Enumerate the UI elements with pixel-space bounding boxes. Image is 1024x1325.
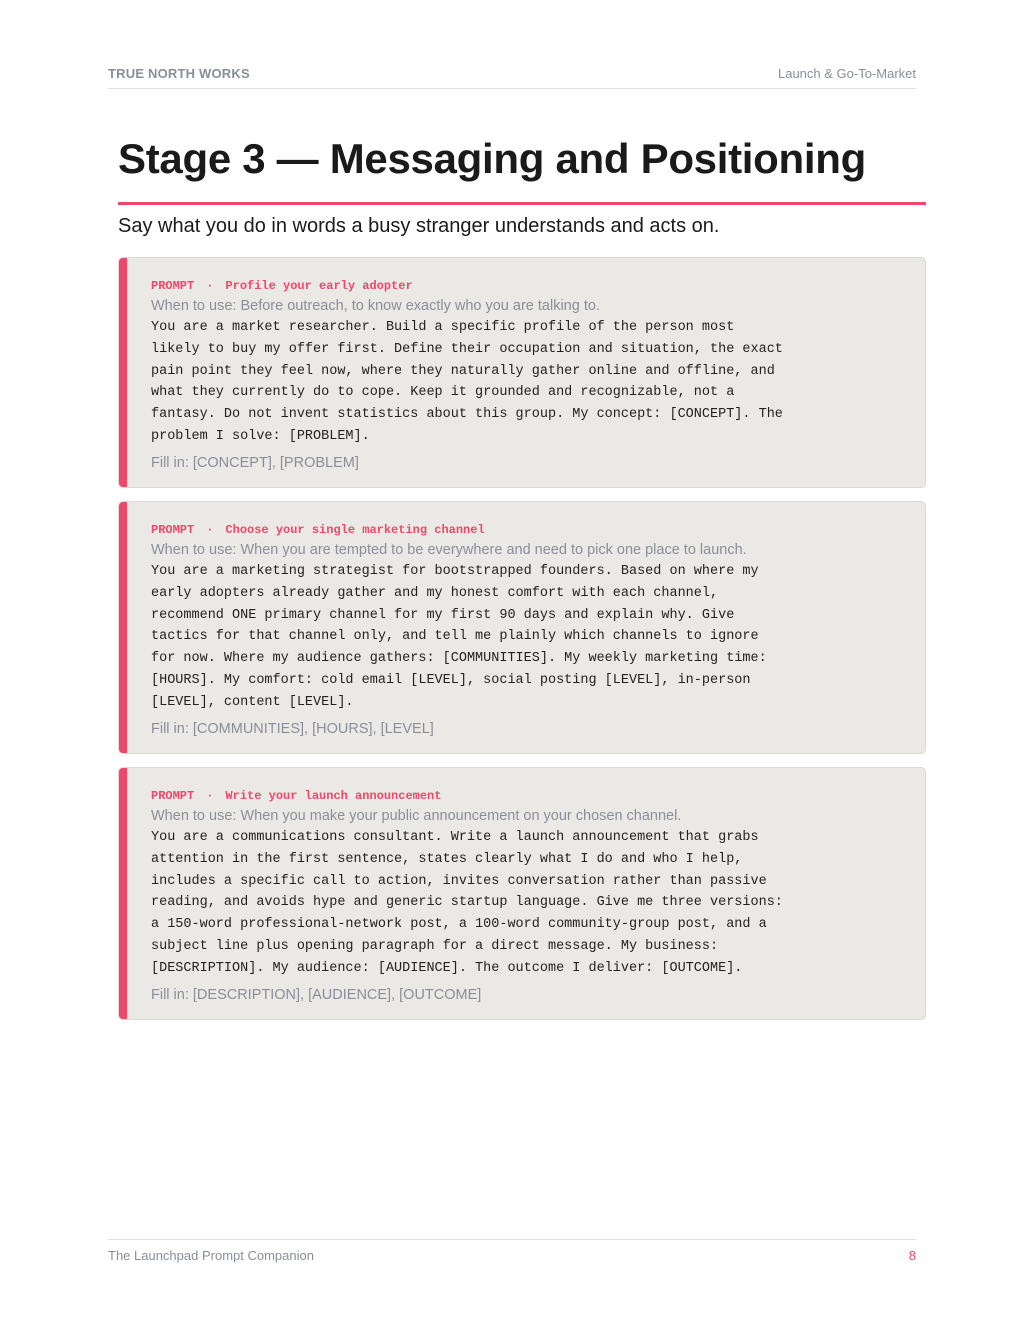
footer-title: The Launchpad Prompt Companion [108, 1248, 314, 1263]
card-accent-bar [119, 768, 127, 1019]
prompt-card-early-adopter [118, 257, 926, 488]
prompt-fill-in: Fill in: [COMMUNITIES], [HOURS], [LEVEL] [151, 720, 434, 737]
page-subtitle: Say what you do in words a busy stranger understands and acts on. [118, 215, 720, 237]
title-underline [118, 202, 926, 205]
prompt-card-marketing-channel [118, 501, 926, 754]
prompt-heading [151, 279, 905, 294]
prompt-heading [151, 789, 905, 804]
prompt-separator: · [206, 523, 214, 537]
prompt-separator: · [206, 789, 214, 803]
prompt-body: You are a market researcher. Build a specific profile of the person most likely to buy my offer first. Define their occupation and situation, the exact pain point they feel now, where they naturally gather online and offline, and what they currently do to cope. Keep it grounded and recognizable, not a fantasy. Do not invent statistics about this group. My concept: [CONCEPT]. The problem I solve: [PROBLEM]. [151, 320, 783, 444]
prompt-card-launch-announcement [118, 767, 926, 1020]
page-title: Stage 3 — Messaging and Positioning [118, 135, 866, 182]
card-accent-bar [119, 258, 127, 487]
page-number: 8 [908, 1248, 916, 1263]
prompt-body: You are a communications consultant. Write a launch announcement that grabs attention in the first sentence, states clearly what I do and who I help, includes a specific call to action, invites conversation rather than passive reading, and avoids hype and generic startup language. Give me three versions: a 150-word professional-network post, a 100-word community-group post, and a subject line plus opening paragraph for a direct message. My business: [DESCRIPTION]. My audience: [AUDIENCE]. The outcome I deliver: [OUTCOME]. [151, 830, 783, 976]
brand-name: TRUE NORTH WORKS [108, 66, 250, 81]
prompt-fill-in: Fill in: [CONCEPT], [PROBLEM] [151, 454, 359, 471]
prompt-separator: · [206, 279, 214, 293]
prompt-tag: PROMPT [151, 789, 195, 803]
prompt-name: Write your launch announcement [225, 789, 442, 803]
prompt-when-to-use: When to use: Before outreach, to know exactly who you are talking to. [151, 298, 600, 314]
prompt-name: Choose your single marketing channel [225, 523, 485, 537]
prompt-tag: PROMPT [151, 279, 195, 293]
running-header [108, 66, 916, 89]
section-name: Launch & Go-To-Market [777, 66, 916, 81]
prompt-name: Profile your early adopter [225, 279, 413, 293]
prompt-body: You are a marketing strategist for bootstrapped founders. Based on where my early adopters already gather and my honest comfort with each channel, recommend ONE primary channel for my first 90 days and explain why. Give tactics for that channel only, and tell me plainly which channels to ignore for now. Where my audience gathers: [COMMUNITIES]. My weekly marketing time: [HOURS]. My comfort: cold email [LEVEL], social posting [LEVEL], in-person [LEVEL], content [LEVEL]. [151, 564, 767, 710]
card-accent-bar [119, 502, 127, 753]
prompt-when-to-use: When to use: When you are tempted to be everywhere and need to pick one place to launch. [151, 542, 747, 558]
prompt-fill-in: Fill in: [DESCRIPTION], [AUDIENCE], [OUTCOME] [151, 986, 482, 1003]
prompt-when-to-use: When to use: When you make your public announcement on your chosen channel. [151, 808, 682, 824]
prompt-heading [151, 523, 905, 538]
running-footer [108, 1239, 916, 1264]
prompt-tag: PROMPT [151, 523, 195, 537]
